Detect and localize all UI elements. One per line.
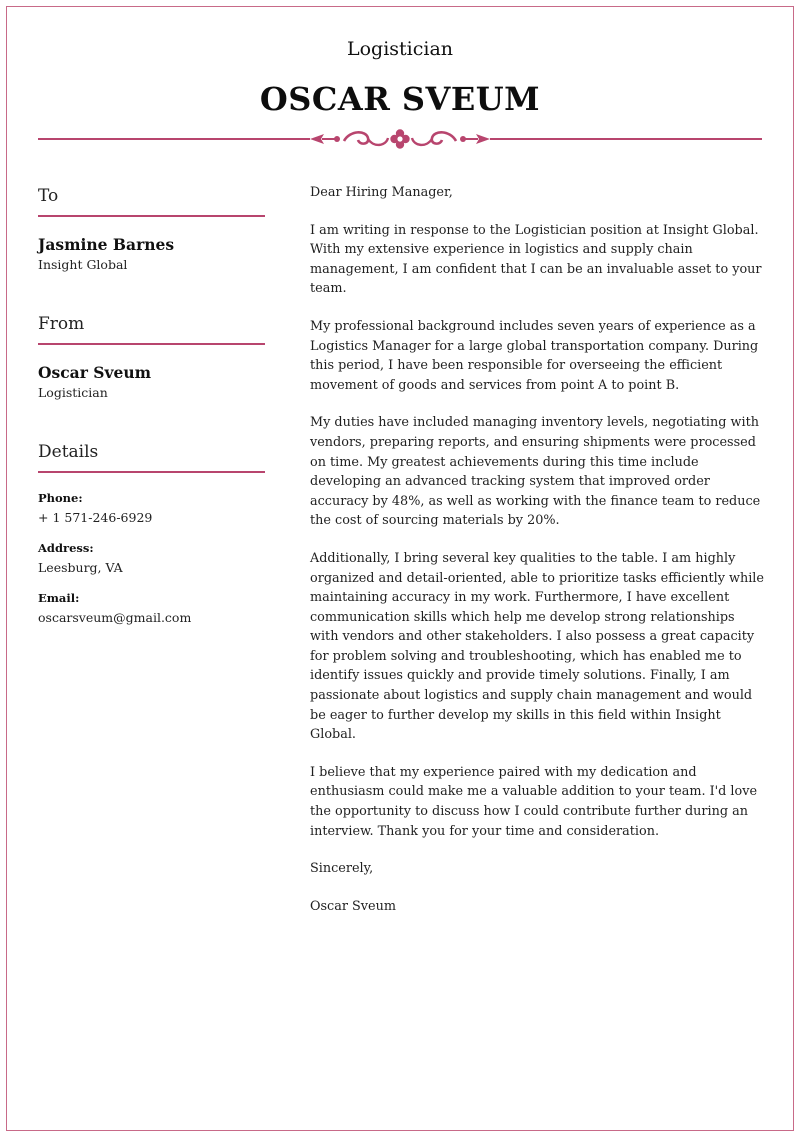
address-value: Leesburg, VA xyxy=(38,560,123,575)
to-heading: To xyxy=(38,182,265,217)
email-label: Email: xyxy=(38,591,80,605)
greeting: Dear Hiring Manager, xyxy=(310,185,453,200)
sender-block xyxy=(38,363,265,400)
letter-paragraph: I believe that my experience paired with my dedication and enthusiasm could make me a valuable addition to your team. I'd love the opportunity to discuss how I could contribute further during an interview. Thank you for your time and consideration. xyxy=(310,764,758,839)
ornamental-divider xyxy=(38,126,762,152)
signature: Oscar Sveum xyxy=(310,898,396,914)
divider-line-left xyxy=(38,138,310,140)
details-heading: Details xyxy=(38,438,265,473)
letter-body xyxy=(310,183,765,934)
sidebar xyxy=(38,182,265,625)
flourish-icon xyxy=(310,126,490,152)
address-label: Address: xyxy=(38,541,94,555)
sender-title: Logistician xyxy=(38,385,108,400)
letter-paragraph: I am writing in response to the Logistician position at Insight Global. With my extensive experience in logistics and supply chain management, I am confident that I can be an invaluable asset to your team. xyxy=(310,222,762,297)
recipient-company: Insight Global xyxy=(38,257,128,272)
phone-label: Phone: xyxy=(38,491,83,505)
job-title: Logistician xyxy=(346,38,454,60)
sender-name: Oscar Sveum xyxy=(38,363,152,382)
email-value: oscarsveum@gmail.com xyxy=(38,610,192,625)
letter-paragraph: My duties have included managing inventory levels, negotiating with vendors, preparing reports, and ensuring shipments were processed on time. My greatest achievements during this time include developing an advanced tracking system that improved order accuracy by 48%, as well as working with the finance team to reduce the cost of sourcing materials by 20%. xyxy=(310,415,761,529)
recipient-block xyxy=(38,235,265,272)
divider-line-right xyxy=(490,138,762,140)
details-section xyxy=(38,438,265,625)
from-heading: From xyxy=(38,310,265,345)
letter-paragraph: Additionally, I bring several key qualities to the table. I am highly organized and detail-oriented, able to prioritize tasks efficiently while maintaining accuracy in my work. Furthermore, I have excellent communication skills which help me develop strong relationships with vendors and other stakeholders. I also possess a great capacity for problem solving and troubleshooting, which has enabled me to identify issues quickly and provide timely solutions. Finally, I am passionate about logistics and supply chain management and would be eager to further develop my skills in this field within Insight Global. xyxy=(310,550,764,743)
letter-paragraph: My professional background includes seven years of experience as a Logistics Manager for a large global transportation company. During this period, I have been responsible for overseeing the efficient movement of goods and services from point A to point B. xyxy=(310,318,759,393)
recipient-name: Jasmine Barnes xyxy=(38,235,175,254)
applicant-name: OSCAR SVEUM xyxy=(259,80,541,118)
from-section xyxy=(38,310,265,400)
closing: Sincerely, xyxy=(310,861,374,877)
phone-value: + 1 571-246-6929 xyxy=(38,510,153,525)
